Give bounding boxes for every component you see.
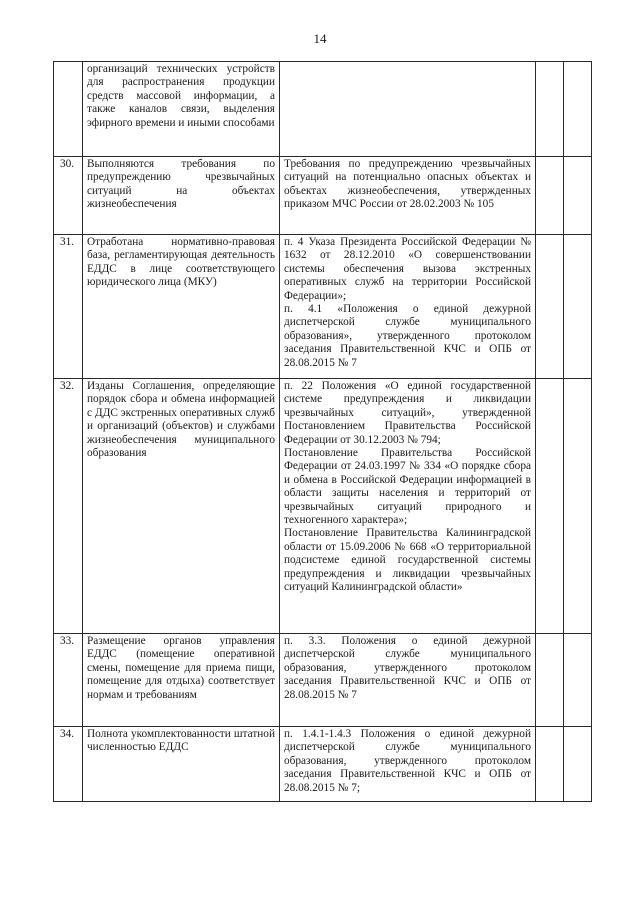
note-cell [564,157,592,235]
table-row [54,235,592,379]
basis-paragraph: п. 1.4.1-1.4.3 Положения о единой дежурной диспетчерской службе муниципального образования, утвержденного протоколом заседания Правительственной КЧС и ОПБ от 28.08.2015 № 7; [284,728,531,794]
basis-cell [280,157,536,235]
basis-paragraph: Постановление Правительства Российской Федерации от 24.03.1997 № 334 «О порядке сбора и обмена в Российской Федерации информацией в области защиты населения и территорий от чрезвычайных ситуаций природного и техногенного характера»; [284,447,531,527]
note-cell [564,62,592,157]
inspection-table [53,61,592,802]
basis-paragraph: Требования по предупреждению чрезвычайных ситуаций на потенциально опасных объектах и объектах жизнеобеспечения, утвержденных приказом МЧС России от 28.02.2003 № 105 [284,158,531,211]
requirement-cell: Отработана нормативно-правовая база, регламентирующая деятельность ЕДДС в лице соответствующего юридического лица (МКУ) [83,235,280,379]
table-row [54,634,592,727]
requirement-cell: Изданы Соглашения, определяющие порядок сбора и обмена информацией с ДДС экстренных оперативных служб и организаций (объектов) и службами жизнеобеспечения муниципального образования [83,379,280,634]
basis-paragraph: Постановление Правительства Калининградской области от 15.09.2006 № 668 «О территориальной подсистеме единой государственной системы предупреждения и ликвидации чрезвычайных ситуаций Калининградской области» [284,527,531,594]
table-row [54,379,592,634]
basis-cell [280,634,536,727]
note-cell [564,379,592,634]
row-number: 33. [54,634,83,727]
mark-cell [536,379,564,634]
mark-cell [536,727,564,802]
row-number: 34. [54,727,83,802]
page-number: 14 [313,31,327,46]
table-body [54,62,592,802]
requirement-cell: Полнота укомплектованности штатной численностью ЕДДС [83,727,280,802]
mark-cell [536,634,564,727]
table-row [54,157,592,235]
basis-cell [280,235,536,379]
mark-cell [536,62,564,157]
requirement-cell: Размещение органов управления ЕДДС (помещение оперативной смены, помещение для приема пищи, помещение для отдыха) соответствует нормам и требованиям [83,634,280,727]
basis-paragraph: п. 3.3. Положения о единой дежурной диспетчерской службе муниципального образования, утвержденного протоколом заседания Правительственной КЧС и ОПБ от 28.08.2015 № 7 [284,635,531,701]
note-cell [564,235,592,379]
mark-cell [536,157,564,235]
row-number: 31. [54,235,83,379]
table-row [54,727,592,802]
requirement-cell: организаций технических устройств для распространения продукции средств массовой информации, а также каналов связи, выделения эфирного времени и иными способами [83,62,280,157]
table-row [54,62,592,157]
note-cell [564,634,592,727]
basis-paragraph: п. 4 Указа Президента Российской Федерации № 1632 от 28.12.2010 «О совершенствовании системы обеспечения вызова экстренных оперативных служб на территории Российской Федерации»; [284,236,531,302]
row-number [54,62,83,157]
basis-paragraph: п. 22 Положения «О единой государственной системе предупреждения и ликвидации чрезвычайных ситуаций», утвержденной Постановлением Правительства Российской Федерации от 30.12.2003 № 794; [284,380,531,446]
basis-cell [280,379,536,634]
requirement-cell: Выполняются требования по предупреждению чрезвычайных ситуаций на объектах жизнеобеспечения [83,157,280,235]
row-number: 32. [54,379,83,634]
basis-cell [280,62,536,157]
note-cell [564,727,592,802]
basis-paragraph: п. 4.1 «Положения о единой дежурной диспетчерской службе муниципального образования», утвержденного протоколом заседания Правительственной КЧС и ОПБ от 28.08.2015 № 7 [284,303,531,369]
row-number: 30. [54,157,83,235]
basis-cell [280,727,536,802]
mark-cell [536,235,564,379]
